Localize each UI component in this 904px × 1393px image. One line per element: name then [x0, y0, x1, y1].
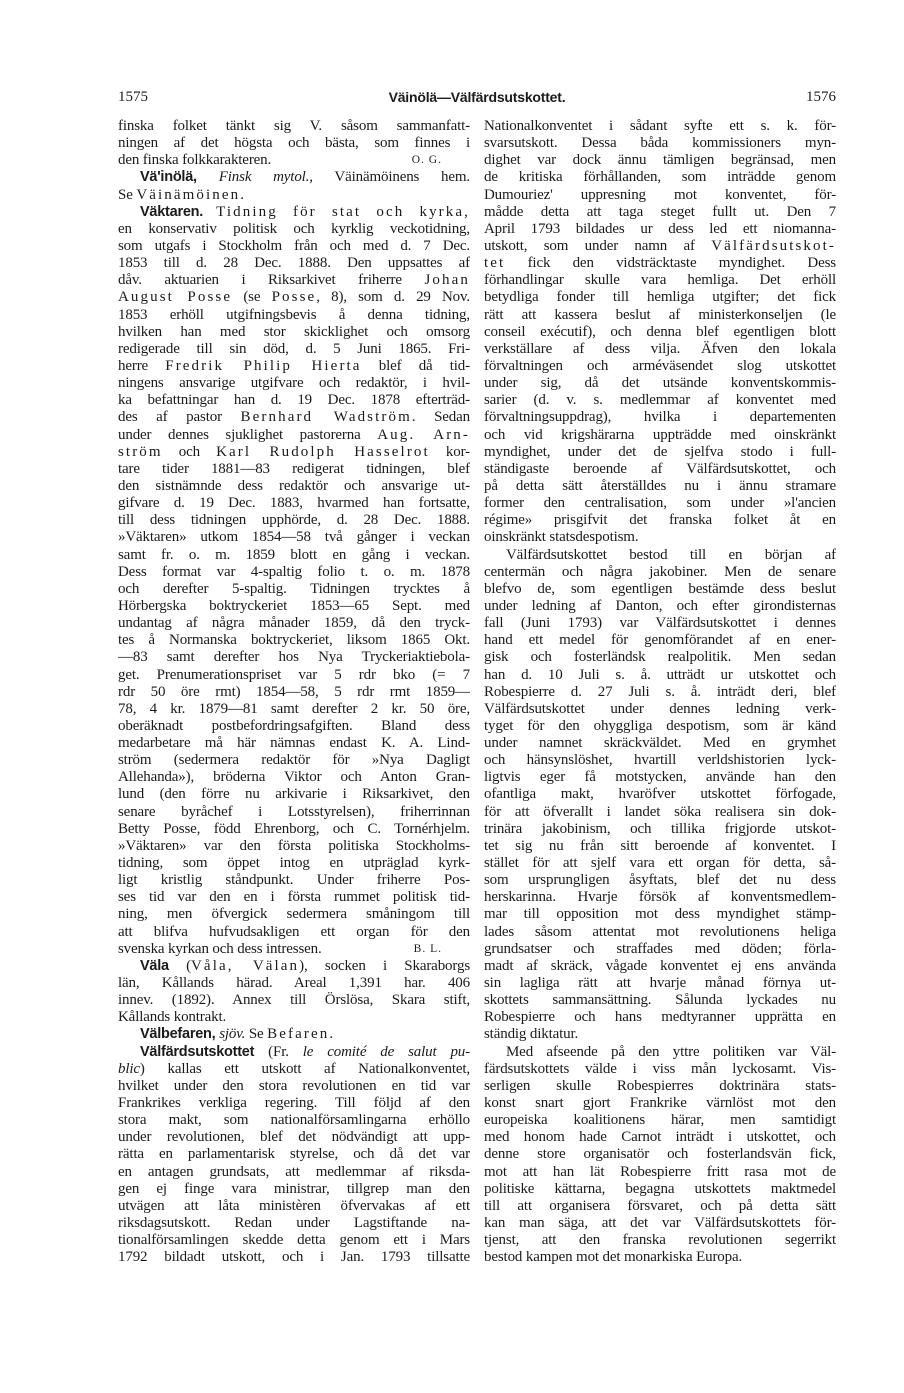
text-line: 1792 bildadt utskott, och i Jan. 1793 tillsatte — [118, 1249, 470, 1266]
text-line — [118, 152, 470, 169]
page-number-right: 1576 — [806, 89, 836, 105]
text-line: conseil exécutif), och denna blef egentligen blott — [484, 323, 836, 340]
text-run: , 8), som d. 29 Nov. — [316, 289, 470, 306]
text-line — [484, 238, 836, 255]
text-line: hand ett medel för genomförandet af en ener- — [484, 632, 836, 649]
text-line: Allehanda»), bröderna Viktor och Anton Gran- — [118, 769, 470, 786]
spaced-name: August Posse — [118, 289, 233, 306]
text-line: 78, 4 kr. 1879—81 samt derefter 2 kr. 50 öre, — [118, 700, 470, 717]
text-line: senare byråchef i Lotsstyrelsen), friherrinnan — [118, 803, 470, 820]
spaced-name: Befaren. — [267, 1026, 336, 1043]
headword: Välbefaren, — [140, 1026, 220, 1043]
text-line: en antagen grundsats, att medlemmar af riksda- — [118, 1163, 470, 1180]
text-line: Kållands kontrakt. — [118, 1009, 227, 1026]
text-line: rdr 50 öre rmt) 1854—58, 5 rdr rmt 1859— — [118, 683, 470, 700]
text-column-right — [484, 118, 836, 1266]
text-line: stora makt, som nationalförsamlingarna erhöllo — [118, 1112, 470, 1129]
text-line: med honom hade Carnot inträdt i utskottet, och — [484, 1129, 836, 1146]
text-line: innev. (1892). Annex till Örslösa, Skara stift, — [118, 992, 470, 1009]
author-signature: O. G. — [411, 154, 442, 167]
text-line: oinskränkt statsdespotism. — [484, 529, 639, 546]
text-run: blef då tid- — [361, 357, 470, 374]
text-line: Välfärdsutskottet under dennes ledning verk- — [484, 700, 836, 717]
text-line: 1853 erhöll utgifningsbevis å denna tidning, — [118, 306, 470, 323]
text-line: på detta sätt återställdes nu i ännu stramare — [484, 477, 836, 494]
text-line — [118, 289, 470, 306]
text-line: herskarinna. Hvarje försök af konventsmedlem- — [484, 889, 836, 906]
text-line: stället för att sjelf vara ett organ för detta, så- — [484, 855, 836, 872]
text-line: tare tider 1881—83 redigerat tidningen, blef — [118, 460, 470, 477]
text-line — [118, 1061, 470, 1078]
text-run: (Fr. — [254, 1043, 303, 1060]
text-line: medarbetare må här nämnas endast K. A. Lind- — [118, 735, 470, 752]
text-line: gisk och fosterländsk realpolitik. Men sedan — [484, 649, 836, 666]
text-run: , Väinämöinens hem. — [309, 169, 470, 186]
text-line: »Väktaren» var den första politiska Stockholms- — [118, 837, 470, 854]
text-line: tjenst, att den franska revolutionen segerrikt — [484, 1232, 836, 1249]
text-line: undantag af några månader 1859, då den tryck- — [118, 615, 470, 632]
text-run: dåv. aktuarien i Riksarkivet friherre — [118, 272, 425, 289]
text-line: Betty Posse, född Ehrenborg, och C. Tornérhjelm. — [118, 820, 470, 837]
text-line: ning, men öfvergick sedermera småningom till — [118, 906, 470, 923]
text-line: régime» prisgifvit det franska folket åt en — [484, 512, 836, 529]
text-line: europeiska koalitionens härar, men samtidigt — [484, 1112, 836, 1129]
headword: Väla — [140, 957, 169, 974]
text-line: politiske kättarna, begagna utskottets maktmedel — [484, 1180, 836, 1197]
text-line: till att organisera försvaret, och på detta sätt — [484, 1197, 836, 1214]
text-line: skottets sammansättning. Sålunda lyckades nu — [484, 992, 836, 1009]
text-line — [118, 358, 470, 375]
text-line: tes å Normanska boktryckeriet, liksom 1865 Okt. — [118, 632, 470, 649]
spaced-name: Aug. Arn- — [377, 426, 470, 443]
text-line: denne store organisatör och fosterlandsvän fick, — [484, 1146, 836, 1163]
text-line: Nationalkonventet i sådant syfte ett s. k. för- — [484, 118, 836, 134]
text-line: ka befattningar han d. 19 Dec. 1878 efterträd- — [118, 392, 470, 409]
text-line: former den centralisation, som under »l'ancien — [484, 495, 836, 512]
text-line: Hörbergska boktryckeriet 1853—65 Sept. med — [118, 597, 470, 614]
spaced-name: Johan — [424, 272, 470, 289]
text-run: ) kallas ett utskott af Nationalkonventet, — [139, 1060, 470, 1077]
italic-text: Finsk mytol. — [218, 169, 310, 186]
text-line: »Väktaren» utkom 1854—58 två gånger i veckan — [118, 529, 470, 546]
spaced-name: ström — [118, 443, 163, 460]
spaced-name: Posse — [271, 289, 317, 306]
text-line — [118, 444, 470, 461]
text-run: . Sedan — [411, 409, 470, 426]
text-line — [118, 272, 470, 289]
text-run: herre — [118, 357, 166, 374]
spaced-name: Karl Rudolph Hasselrot — [216, 443, 430, 460]
headword: Väktaren. — [140, 203, 217, 220]
text-line — [484, 255, 836, 272]
text-line: den sistnämnde dess redaktör och ansvarige ut- — [118, 477, 470, 494]
text-line: ström (sedermera redaktör för »Nya Dagligt — [118, 752, 470, 769]
text-line: April 1793 bildades ur dess led ett niomanna- — [484, 220, 836, 237]
text-line: Välfärdsutskottet bestod till en början af — [506, 546, 836, 563]
text-line: blefvo de, som egentligen bestämde dess beslut — [484, 580, 836, 597]
text-line: hvilken han med stor skicklighet och omsorg — [118, 323, 470, 340]
text-line: Frankrikes verkliga regering. Till följd af den — [118, 1095, 470, 1112]
author-signature: B. L. — [413, 942, 442, 955]
text-run: ), socken i Skaraborgs — [299, 957, 470, 974]
text-run: fick den vidsträcktaste myndighet. Dess — [505, 255, 836, 272]
text-run: des af pastor — [118, 409, 241, 426]
text-column-left — [118, 118, 470, 1266]
text-line: rätt att kassera beslut af ministerkonseljen (le — [484, 306, 836, 323]
text-line: som utgafs i Stockholm från och med d. 7 Dec. — [118, 237, 470, 254]
text-line — [118, 204, 470, 221]
text-line: ligtvis eger få motstycken, använde han den — [484, 769, 836, 786]
text-line: ningen af det högsta och bästa, som finnes i — [118, 135, 470, 152]
spaced-name: Våla, Välan — [191, 957, 300, 974]
text-run: utskott, som under namn af — [484, 237, 712, 254]
text-line: mådde detta att taga steget fullt ut. Den 7 — [484, 203, 836, 220]
spaced-name: Väinämöinen. — [136, 186, 247, 203]
text-line: tet sig nu från sitt beroende af konventet. I — [484, 837, 836, 854]
text-line — [118, 187, 470, 204]
text-line: centermän och några jakobiner. Men de senare — [484, 563, 836, 580]
text-line: en konservativ politisk och kyrklig veckotidning, — [118, 220, 470, 237]
text-line: under ledning af Danton, och efter girondisternas — [484, 597, 836, 614]
text-line: gen ej finge vara ministrar, tillgrep man den — [118, 1180, 470, 1197]
text-line: förhandlingar skulle vara hemliga. Det erhöll — [484, 272, 836, 289]
text-line: Med afseende på den yttre politiken var Väl- — [506, 1043, 836, 1060]
text-line: finska folket tänkt sig V. såsom sammanfatt- — [118, 118, 470, 134]
text-line: serligen skulle Robespierres doktrinära stats- — [484, 1077, 836, 1094]
text-line: ofantliga makt, hvaröfver utskottet förfogade, — [484, 786, 836, 803]
text-line: svarsutskott. Dessa båda kommissioners myn- — [484, 135, 836, 152]
text-line: färdsutskottets välde i viss mån lyckosamt. Vis- — [484, 1060, 836, 1077]
italic-text: sjöv. — [219, 1026, 246, 1043]
text-line: ses tid var den en i första rummet politisk tid- — [118, 889, 470, 906]
text-line: gifvare d. 19 Dec. 1883, hvarmed han fortsatte, — [118, 495, 470, 512]
spaced-name: Tidning för stat och kyrka, — [216, 203, 470, 220]
text-run: kor- — [429, 443, 470, 460]
text-line: han d. 10 Juli s. å. utträdt ur utskottet och — [484, 666, 836, 683]
running-header — [118, 87, 836, 107]
text-line — [118, 409, 470, 426]
text-line: utvägen att låta ministèren öfvervakas af ett — [118, 1197, 470, 1214]
text-run: Se — [118, 186, 137, 203]
text-line: trinära jakobinism, och tillika frigjorde utskot- — [484, 820, 836, 837]
text-run: svenska kyrkan och dess intressen. — [118, 940, 322, 957]
spaced-name: Bernhard Wadström — [240, 409, 412, 426]
text-line: ligt kristlig ståndpunkt. Under friherre Pos- — [118, 872, 470, 889]
text-line: hvilket under den stora revolutionen en tid var — [118, 1077, 470, 1094]
text-line: tyget för den ohyggliga despotism, som är känd — [484, 717, 836, 734]
text-line: konst snart gjort Frankrike värnlöst mot den — [484, 1095, 836, 1112]
text-line — [118, 169, 470, 186]
text-line: sarier (d. v. s. medlemmar af konventet med — [484, 392, 836, 409]
text-line: till dess tidningen upphörde, d. 28 Dec. 1888. — [118, 512, 470, 529]
text-line: oberäknadt postbefordringsafgiften. Bland dess — [118, 717, 470, 734]
text-line: Dess format var 4-spaltig folio t. o. m. 1878 — [118, 563, 470, 580]
running-title: Väinölä—Välfärdsutskottet. — [388, 89, 566, 105]
text-line: myndighet, under det de sjelfva stodo i full- — [484, 443, 836, 460]
text-line: och hänsynslöshet, hvartill verldshistorien lyck- — [484, 752, 836, 769]
text-line: för att öfverallt i landet söka realisera sin dok- — [484, 803, 836, 820]
spaced-name: Fredrik Philip Hierta — [165, 357, 362, 374]
text-run: den finska folkkarakteren. — [118, 152, 272, 169]
text-line — [118, 958, 470, 975]
text-line: och derefter 5-spaltig. Tidningen trycktes å — [118, 580, 470, 597]
text-line: mot att han lät Robespierre fritt rasa mot de — [484, 1163, 836, 1180]
text-line: Dumouriez' uppresning mot konventet, för- — [484, 186, 836, 203]
text-run: (se — [232, 289, 272, 306]
text-line: förvaltningsuppdrag), hvilka i departementen — [484, 409, 836, 426]
spaced-name: Välfärdsutskot- — [711, 237, 836, 254]
text-line — [118, 941, 470, 958]
text-line: att blifva hufvudsakligen ett organ för den — [118, 923, 470, 940]
text-line: de kritiska förhållanden, som inträdde genom — [484, 169, 836, 186]
italic-text: le comité de salut pu- — [302, 1043, 470, 1060]
text-line: riksdagsutskott. Redan under Lagstiftande na- — [118, 1215, 470, 1231]
page-number-left: 1575 — [118, 89, 148, 105]
text-line: madt af skräck, vågade konventet ej ens använda — [484, 957, 836, 974]
text-line: Robespierre d. 27 Juli s. å. inträdt deri, blef — [484, 683, 836, 700]
text-line: lades såsom attentat mot revolutionens heliga — [484, 923, 836, 940]
spaced-name: tet — [484, 255, 506, 272]
text-line: förvaltningen och arméväsendet slog utskottet — [484, 357, 836, 374]
text-line: ningens ansvarige utgifvare och redaktör, i hvil- — [118, 375, 470, 392]
text-run: Se — [245, 1026, 268, 1043]
text-run: och — [162, 443, 217, 460]
text-line: rätta en parlamentarisk styrelse, och då det var — [118, 1146, 470, 1163]
headword: Välfärdsutskottet — [140, 1043, 255, 1060]
text-line: Robespierre och hans medtyranner upprätta en — [484, 1009, 836, 1026]
text-line — [118, 427, 470, 444]
text-line: fall (Juni 1793) var Välfärdsutskottet i dennes — [484, 615, 836, 632]
text-line: lund (den förre nu arkivarie i Riksarkivet, den — [118, 786, 470, 803]
text-line: sin lagliga rätt att hvarje månad förnya ut- — [484, 975, 836, 992]
text-line: samt fr. o. m. 1859 blott en gång i veckan. — [118, 546, 470, 563]
text-line: 1853 till d. 28 Dec. 1888. Den uppsattes af — [118, 255, 470, 272]
text-line — [118, 1026, 470, 1043]
text-line: län, Kållands härad. Areal 1,391 har. 406 — [118, 975, 470, 992]
text-line: ständig diktatur. — [484, 1026, 579, 1043]
text-line: under revolutionen, blef det nödvändigt att upp- — [118, 1129, 470, 1146]
text-line: —83 samt derefter hos Nya Tryckeriaktiebola- — [118, 649, 470, 666]
text-line: under sig, då det utsände konventskommis- — [484, 375, 836, 392]
text-line: betydliga fonder till hemliga utgifter; det fick — [484, 289, 836, 306]
text-line — [118, 1044, 470, 1061]
text-run: ( — [168, 957, 191, 974]
text-line: tionalförsamlingen skedde detta genom ett i Mars — [118, 1232, 470, 1249]
text-line: och vid krigshärarna uppträdde med oinskränkt — [484, 426, 836, 443]
text-line: tidning, som öppet intog en utpräglad kyrk- — [118, 855, 470, 872]
text-line: grundsatser och straffades med döden; förla- — [484, 940, 836, 957]
headword: Vä'inölä, — [140, 169, 219, 186]
text-line: bestod kampen mot det monarkiska Europa. — [484, 1249, 743, 1266]
text-line: get. Prenumerationspriset var 5 rdr bko (= 7 — [118, 666, 470, 683]
text-line: redigerade till sin död, d. 5 Juni 1865. Fri- — [118, 340, 470, 357]
text-line: verkställare af dess vilja. Äfven den lokala — [484, 340, 836, 357]
text-line: som ursprungligen åsyftats, blef det nu dess — [484, 872, 836, 889]
text-line: ständigaste beroende af Välfärdsutskottet, och — [484, 460, 836, 477]
text-run: under dennes sjuklighet pastorerna — [118, 426, 378, 443]
text-line: dighet var dock ännu tämligen begränsad, men — [484, 152, 836, 169]
text-line: kan man säga, att det var Välfärdsutskottets för- — [484, 1215, 836, 1231]
text-line: under namnet skräckväldet. Med en grymhet — [484, 735, 836, 752]
text-line: mar till opposition mot dess myndighet stämp- — [484, 906, 836, 923]
italic-text: blic — [118, 1060, 140, 1077]
